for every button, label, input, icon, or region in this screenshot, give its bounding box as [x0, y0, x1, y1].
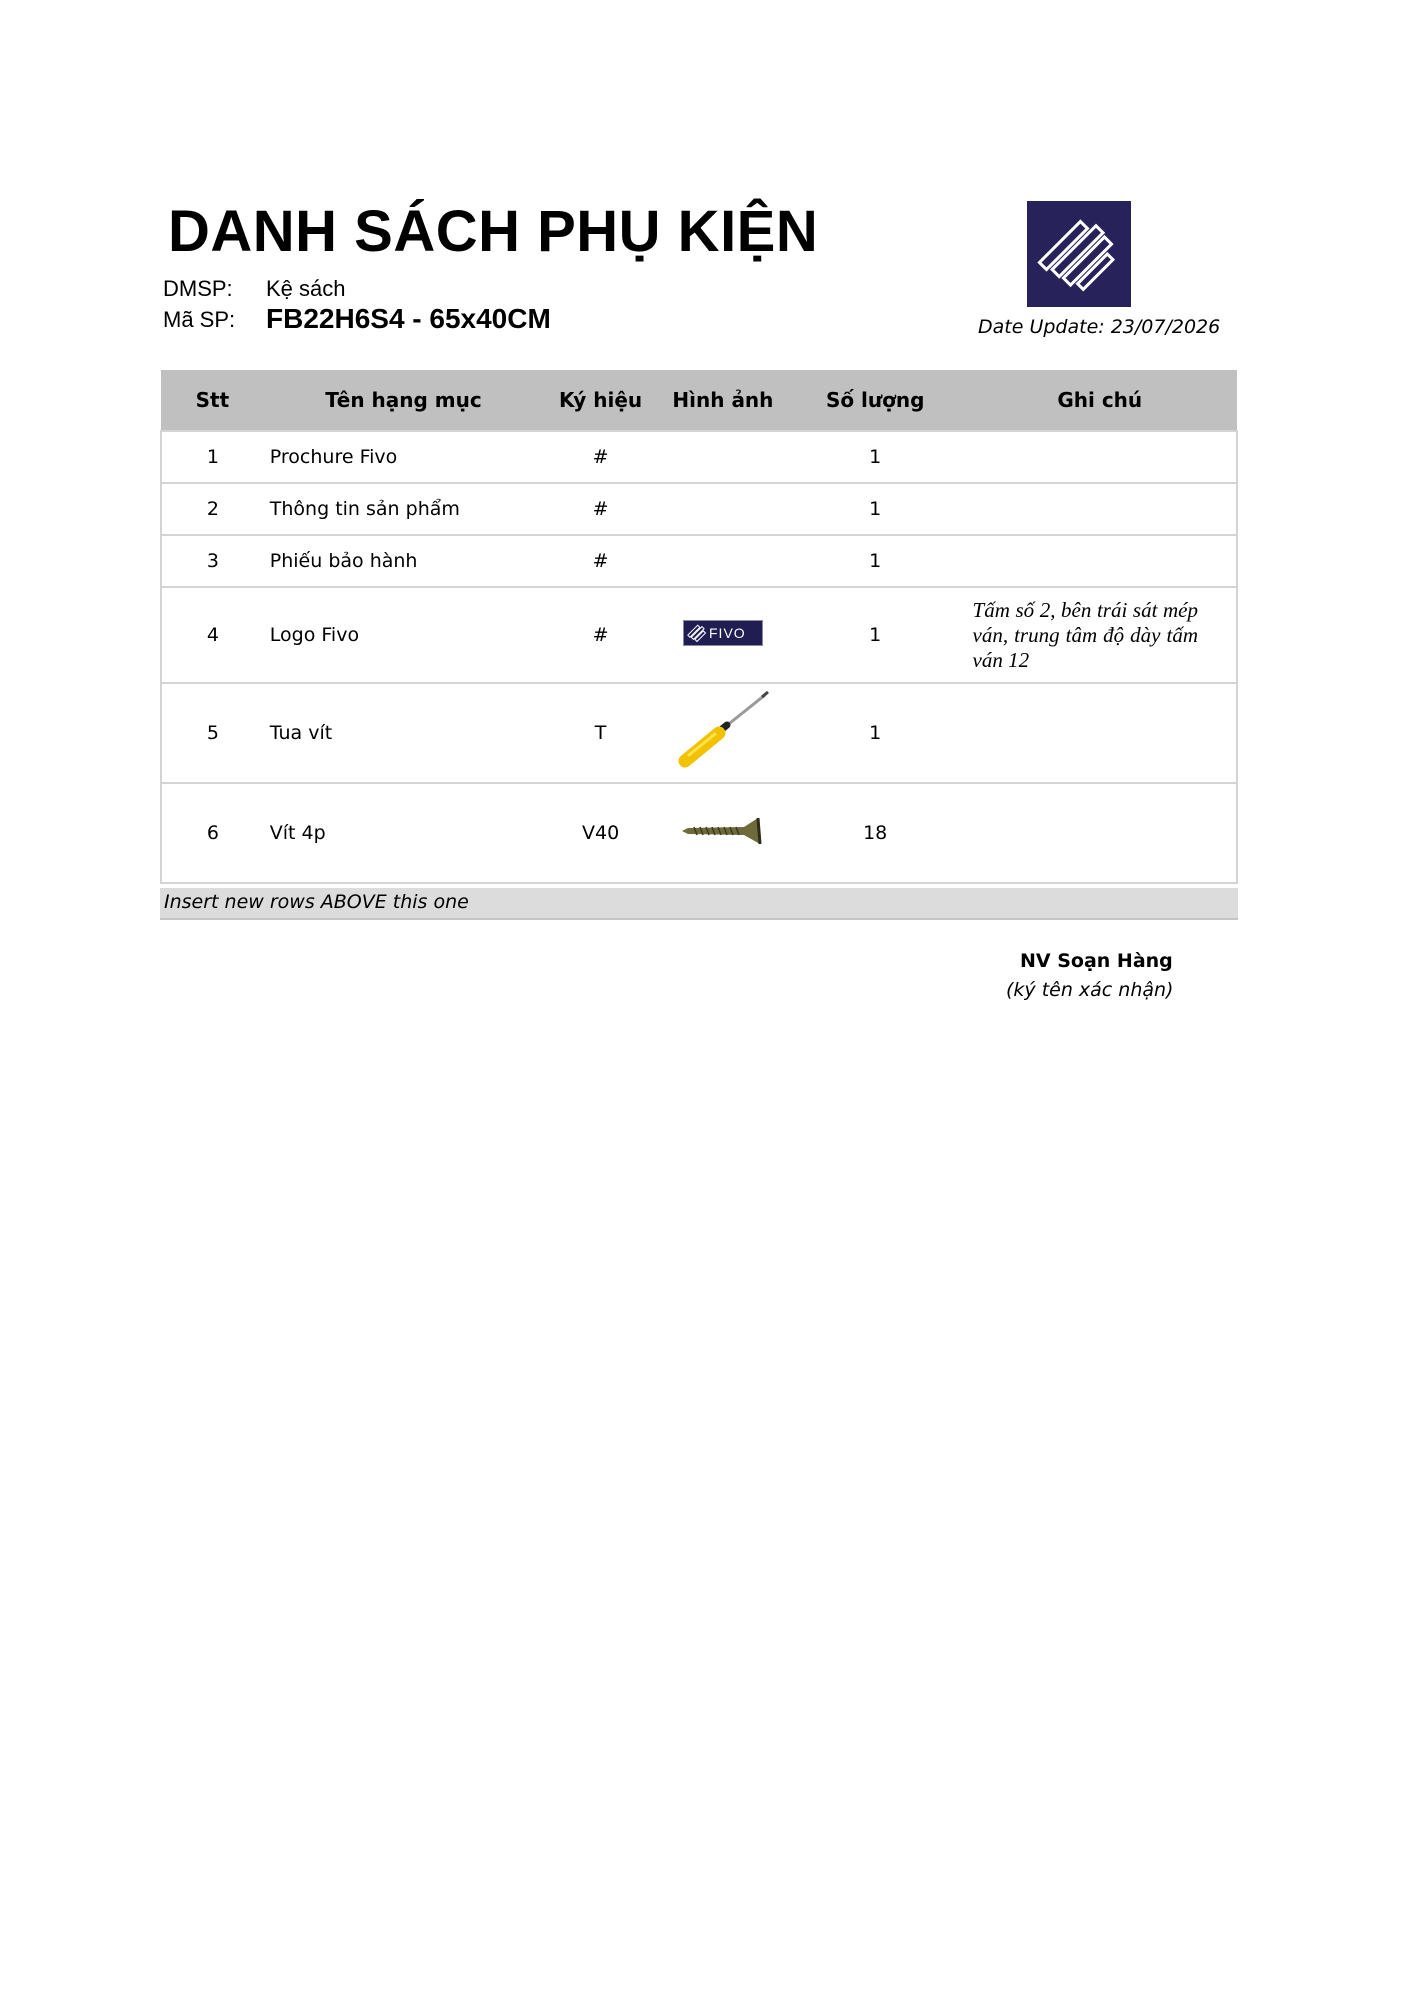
masp-label: Mã SP:	[163, 307, 236, 332]
row-qty: 1	[788, 431, 963, 483]
page-title: DANH SÁCH PHỤ KIỆN	[168, 199, 819, 264]
row-note	[963, 683, 1237, 783]
date-update: Date Update: 23/07/2026	[978, 316, 1221, 338]
row-name: Tua vít	[264, 683, 543, 783]
col-image: Hình ảnh	[658, 370, 788, 431]
row-image	[658, 431, 788, 483]
row-stt: 6	[161, 783, 264, 883]
row-stt: 5	[161, 683, 264, 783]
row-image	[658, 483, 788, 535]
row-note	[963, 431, 1237, 483]
row-name: Phiếu bảo hành	[264, 535, 543, 587]
table-row	[161, 783, 1237, 883]
table-row	[161, 587, 1237, 683]
col-qty: Số lượng	[788, 370, 963, 431]
row-note	[963, 483, 1237, 535]
svg-text:FIVO: FIVO	[708, 624, 746, 641]
row-stt: 3	[161, 535, 264, 587]
row-image	[658, 683, 788, 783]
signature-title: NV Soạn Hàng	[1020, 950, 1173, 972]
dmsp-label: DMSP:	[163, 276, 233, 301]
row-note	[963, 535, 1237, 587]
signature-subtitle: (ký tên xác nhận)	[1006, 979, 1174, 1001]
row-name: Prochure Fivo	[264, 431, 543, 483]
table-row	[161, 535, 1237, 587]
row-symbol: T	[543, 683, 658, 783]
fivo-logo-icon	[1027, 201, 1131, 307]
row-stt: 4	[161, 587, 264, 683]
fivo-logo-badge-icon	[683, 620, 763, 646]
insert-row-bar	[160, 888, 1238, 920]
row-note: Tấm số 2, bên trái sát mép ván, trung tâm độ dày tấm ván 12	[963, 587, 1237, 683]
masp-value: FB22H6S4 - 65x40CM	[266, 303, 551, 334]
table-row	[161, 683, 1237, 783]
screwdriver-icon	[673, 689, 773, 773]
row-qty: 1	[788, 683, 963, 783]
row-image	[658, 783, 788, 883]
col-note: Ghi chú	[963, 370, 1237, 431]
row-qty: 1	[788, 535, 963, 587]
row-stt: 2	[161, 483, 264, 535]
row-name: Vít 4p	[264, 783, 543, 883]
screw-icon	[678, 814, 768, 848]
row-name: Logo Fivo	[264, 587, 543, 683]
col-name: Tên hạng mục	[264, 370, 543, 431]
row-symbol: #	[543, 431, 658, 483]
dmsp-value: Kệ sách	[266, 276, 346, 301]
insert-row-note: Insert new rows ABOVE this one	[164, 891, 469, 913]
row-symbol: #	[543, 587, 658, 683]
table-row	[161, 483, 1237, 535]
row-qty: 18	[788, 783, 963, 883]
col-symbol: Ký hiệu	[543, 370, 658, 431]
row-symbol: #	[543, 483, 658, 535]
row-image	[658, 587, 788, 683]
col-stt: Stt	[161, 370, 264, 431]
row-note	[963, 783, 1237, 883]
row-stt: 1	[161, 431, 264, 483]
row-qty: 1	[788, 587, 963, 683]
table-header-row	[161, 370, 1237, 431]
row-symbol: V40	[543, 783, 658, 883]
row-qty: 1	[788, 483, 963, 535]
row-symbol: #	[543, 535, 658, 587]
row-image	[658, 535, 788, 587]
row-name: Thông tin sản phẩm	[264, 483, 543, 535]
accessory-table	[160, 370, 1238, 884]
table-row	[161, 431, 1237, 483]
